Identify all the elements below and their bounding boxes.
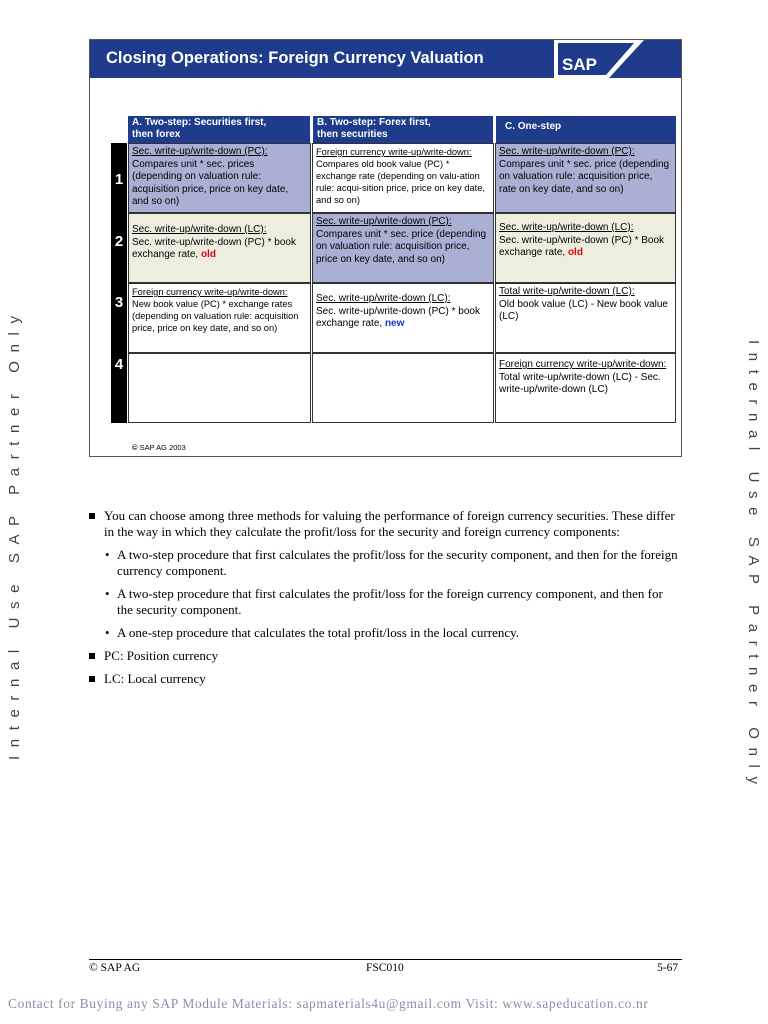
accent-old: old [567,247,583,258]
sub-bullet-1: • A two-step procedure that first calculates the profit/loss for the security component, and then for the foreign currency component. [105,547,678,578]
bullet-intro: You can choose among three methods for valuing the performance of foreign currency securities. These differ in the way in which they calculate the profit/loss for the security and foreign currency components: [89,508,679,540]
row-number-1: 1 [114,171,124,188]
notes-bullets [89,508,679,694]
cell-c2: Sec. write-up/write-down (LC): Sec. write-up/write-down (PC) * Book exchange rate, old [495,213,676,283]
cell-c3: Total write-up/write-down (LC): Old book value (LC) - New book value (LC) [495,283,676,353]
slide-frame [89,39,682,457]
row-number-4: 4 [114,356,124,373]
watermark-right: Internal Use SAP Partner Only [745,340,762,793]
sub-bullet-2: • A two-step procedure that first calculates the profit/loss for the foreign currency component, and then for the security component. [105,586,663,617]
footer-divider [89,959,682,960]
cell-a1: Sec. write-up/write-down (PC): Compares unit * sec. prices (depending on valuation rule: acquisition price, price on key date, and so on) [128,143,311,213]
cell-c4: Foreign currency write-up/write-down: Total write-up/write-down (LC) - Sec. write-up/write-down (LC) [495,353,676,423]
column-header-c: C. One-step [496,116,676,143]
slide-title: Closing Operations: Foreign Currency Valuation [106,49,484,67]
square-bullet-icon [89,653,95,659]
cell-c1: Sec. write-up/write-down (PC): Compares unit * sec. price (depending on valuation rule: acquisition price, rate on key date, and so on) [495,143,676,213]
copyright-icon: © [132,443,138,452]
contact-banner: Contact for Buying any SAP Module Materials: sapmaterials4u@gmail.com Visit: www.sapeducation.co.nr [8,996,649,1011]
footer-copyright: © SAP AG [89,962,141,974]
watermark-left: Internal Use SAP Partner Only [6,307,23,760]
dot-bullet-icon: • [105,625,110,640]
cell-a3: Foreign currency write-up/write-down: New book value (PC) * exchange rates (depending on valuation rule: acquisition price, price on key date, and so on) [128,283,311,353]
dot-bullet-icon: • [105,547,110,562]
column-header-a: A. Two-step: Securities first, then forex [128,116,310,143]
sub-bullet-3: • A one-step procedure that calculates the total profit/loss in the local currency. [105,625,520,640]
bullet-pc: PC: Position currency [89,648,679,664]
cell-b1: Foreign currency write-up/write-down: Compares old book value (PC) * exchange rate (depending on valu-ation rule: acqui-sition price, price on key date, and so on) [312,143,494,213]
accent-old: old [200,249,216,260]
square-bullet-icon [89,513,95,519]
footer-course-code: FSC010 [366,962,404,974]
cell-b4 [312,353,494,423]
cell-b3: Sec. write-up/write-down (LC): Sec. write-up/write-down (PC) * book exchange rate, new [312,283,494,353]
bullet-lc: LC: Local currency [89,671,679,687]
slide-title-bar [90,40,681,78]
dot-bullet-icon: • [105,586,110,601]
column-header-b: B. Two-step: Forex first, then securities [313,116,493,143]
sap-logo-icon [554,40,644,78]
valuation-table [111,116,676,423]
accent-new: new [384,318,405,329]
cell-b2: Sec. write-up/write-down (PC): Compares unit * sec. price (depending on valuation rule: acquisition price, price on key date, and so on) [312,213,494,283]
square-bullet-icon [89,676,95,682]
row-number-3: 3 [114,294,124,311]
sap-logo-text: SAP [562,55,597,74]
cell-a4 [128,353,311,423]
slide-copyright: © SAP AG 2003 [132,443,186,452]
row-number-2: 2 [114,233,124,250]
footer-page-number: 5-67 [657,962,679,974]
cell-a2: Sec. write-up/write-down (LC): Sec. write-up/write-down (PC) * book exchange rate, old [128,213,311,283]
